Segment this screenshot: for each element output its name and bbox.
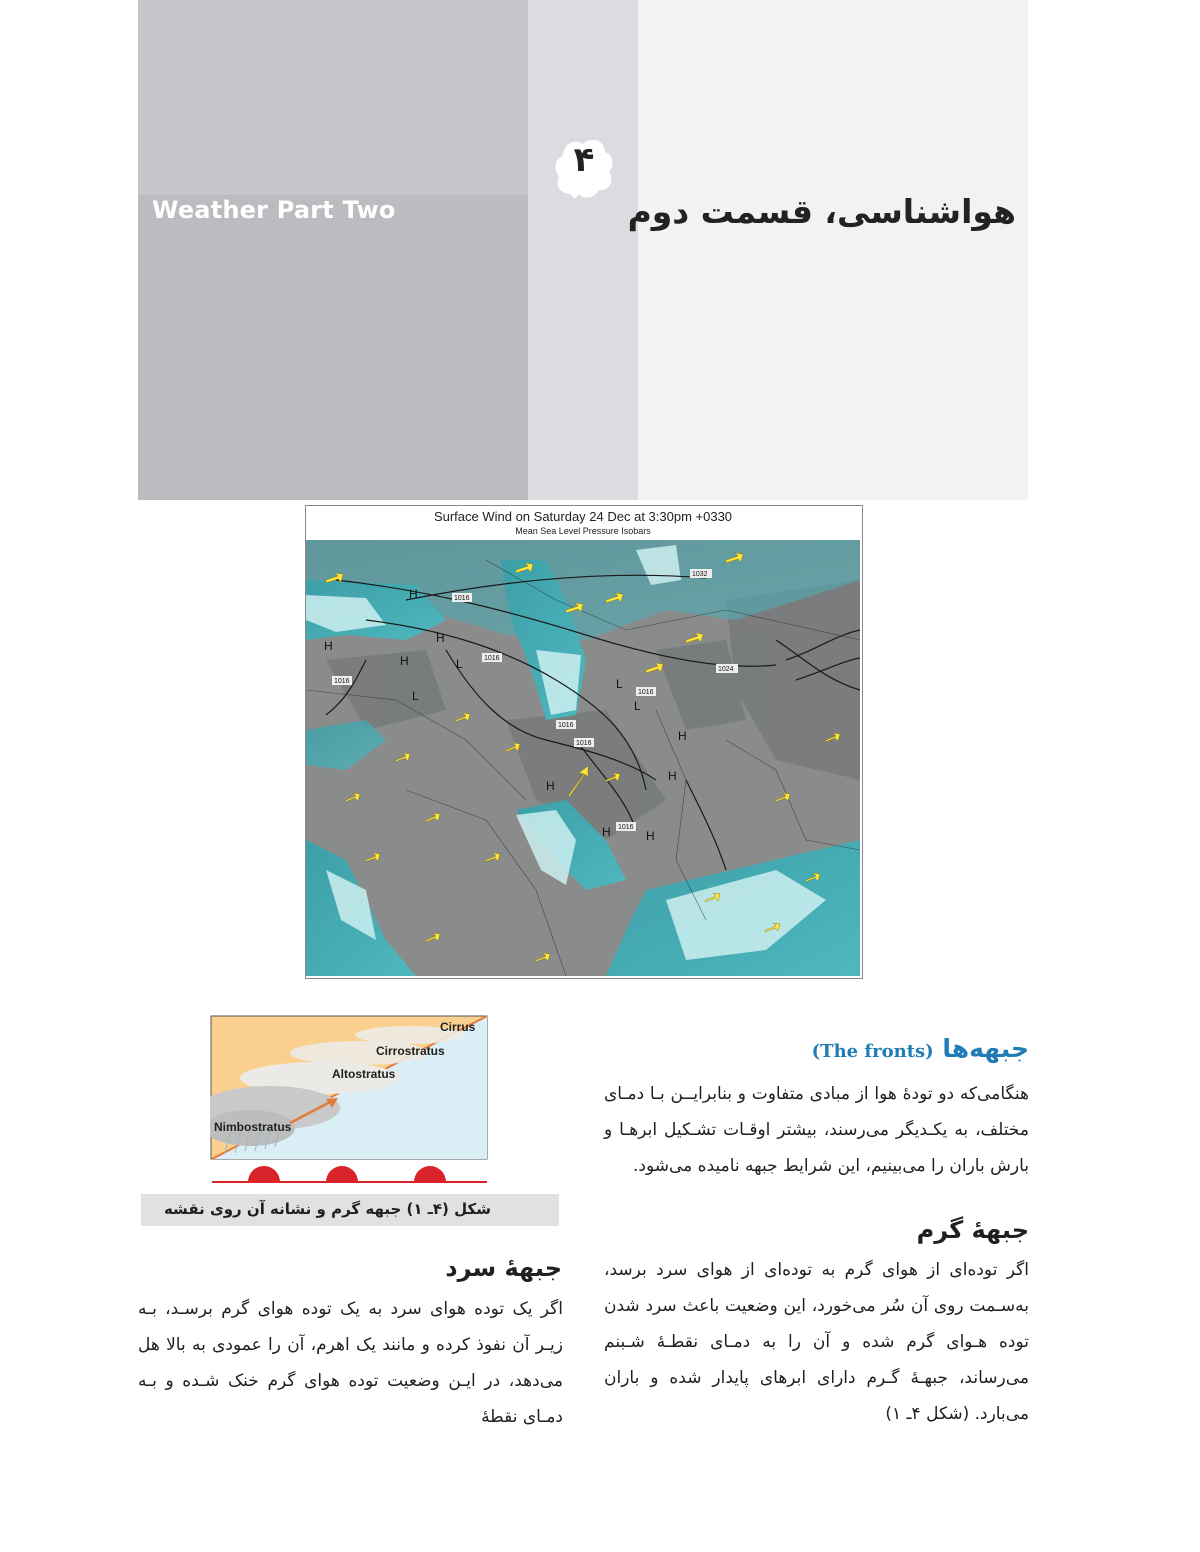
fronts-heading-en: (The fronts)	[811, 1041, 934, 1062]
persian-chapter-title: هواشناسی، قسمت دوم	[627, 192, 1016, 231]
header-left-top-panel	[138, 0, 528, 195]
cloud-label-cirrus: Cirrus	[440, 1020, 476, 1034]
low-pressure-marker: L	[412, 689, 419, 703]
english-chapter-title: Weather Part Two	[152, 196, 396, 224]
fronts-heading-fa: جبهه‌ها	[942, 1034, 1029, 1063]
map-subtitle: Mean Sea Level Pressure Isobars	[515, 526, 651, 536]
isobar-label: 1016	[558, 722, 574, 729]
cloud-label-nimbostratus: Nimbostratus	[214, 1120, 292, 1134]
high-pressure-marker: H	[436, 631, 445, 645]
fronts-heading	[812, 1034, 1029, 1063]
cold-front-heading: جبههٔ سرد	[445, 1254, 562, 1282]
low-pressure-marker: L	[634, 699, 641, 713]
fronts-paragraph: هنگامی‌که دو تودهٔ هوا از مبادی متفاوت و بنابرایــن بـا دمـای مختلف، به یکـدیگر می‌رسند، بیشتر اوقـات تشـکیل ابرهـا و بارش باران را می‌بینیم، این شرایط جبهه نامیده می‌شود.	[604, 1084, 1029, 1176]
isobar-label: 1024	[718, 666, 734, 673]
warm-front-semicircle-icon	[248, 1166, 280, 1182]
low-pressure-marker: L	[456, 657, 463, 671]
high-pressure-marker: H	[409, 587, 418, 601]
header-right-panel	[638, 0, 1028, 500]
isobar-label: 1016	[454, 595, 470, 602]
warm-front-semicircle-icon	[414, 1166, 446, 1182]
high-pressure-marker: H	[546, 779, 555, 793]
high-pressure-marker: H	[602, 825, 611, 839]
warm-front-heading: جبههٔ گرم	[916, 1216, 1029, 1244]
warm-front-paragraph: اگر توده‌ای از هوای گرم به توده‌ای از هوای سرد برسد، به‌سـمت روی آن سُر می‌خورد، این وضعیت باعث سرد شدن توده هـوای گرم شده و آن را به دمـای نقطـهٔ شـبنم می‌رساند، جبهـهٔ گـرم دارای ابرهای پایدار شده و باران می‌بارد. (شکل ۴ـ ۱)	[604, 1260, 1029, 1424]
high-pressure-marker: H	[646, 829, 655, 843]
isobar-label: 1016	[484, 655, 500, 662]
isobar-label: 1016	[638, 689, 654, 696]
high-pressure-marker: H	[678, 729, 687, 743]
isobar-label: 1016	[576, 740, 592, 747]
cold-front-paragraph: اگر یک توده هوای سرد به یک توده هوای گرم برسـد، بـه زیـر آن نفوذ کرده و مانند یک اهرم، آن را عمودی به بالا هل می‌دهد، در ایـن وضعیت توده هوای گرم خنک شـده و بـه دمـای نقطهٔ	[138, 1299, 563, 1427]
weather-map	[306, 540, 860, 976]
header-middle-panel	[528, 0, 638, 500]
high-pressure-marker: H	[324, 639, 333, 653]
figure-caption: شکل (۴ـ ۱) جبهه گرم و نشانه آن روی نقشه	[163, 1200, 491, 1218]
map-title: Surface Wind on Saturday 24 Dec at 3:30pm +0330	[433, 509, 733, 524]
isobar-label: 1016	[618, 824, 634, 831]
warm-front-diagram	[210, 1013, 490, 1188]
chapter-number: ۴	[573, 140, 595, 180]
isobar-label: 1016	[334, 678, 350, 685]
high-pressure-marker: H	[400, 654, 409, 668]
low-pressure-marker: L	[616, 677, 623, 691]
high-pressure-marker: H	[668, 769, 677, 783]
cloud-label-cirrostratus: Cirrostratus	[376, 1044, 445, 1058]
cloud-label-altostratus: Altostratus	[332, 1067, 396, 1081]
isobar-label: 1032	[692, 571, 708, 578]
warm-front-semicircle-icon	[326, 1166, 358, 1182]
